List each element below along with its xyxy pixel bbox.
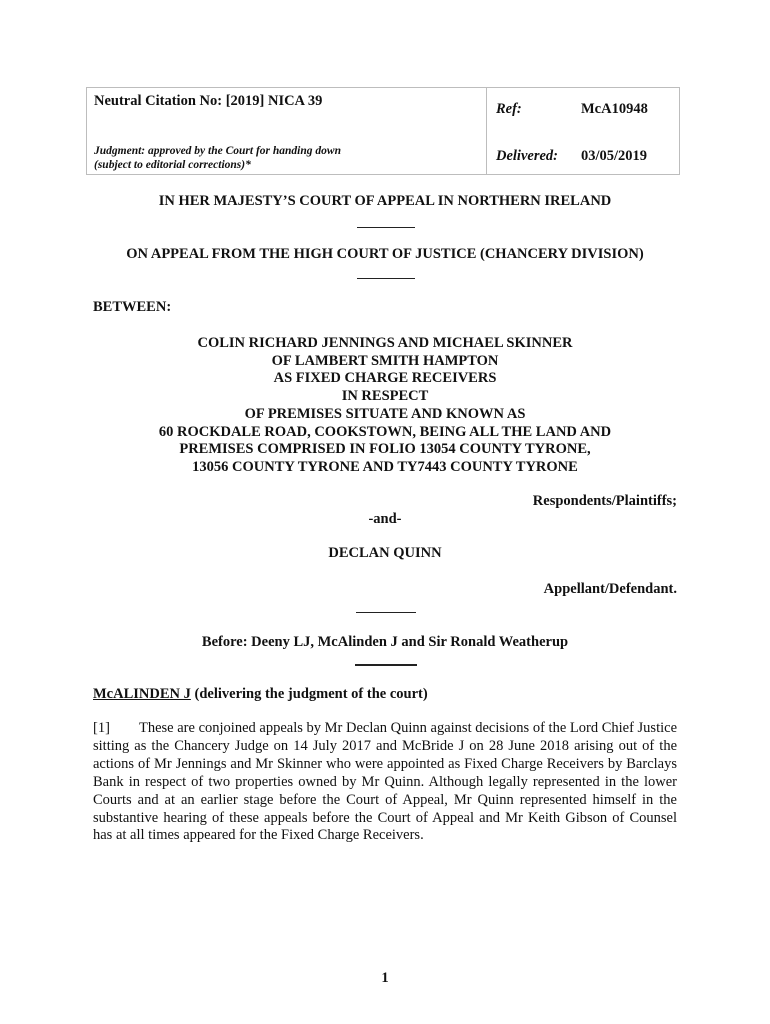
- neutral-citation: Neutral Citation No: [2019] NICA 39: [94, 93, 323, 109]
- citation-cell: [87, 88, 487, 174]
- party-line: AS FIXED CHARGE RECEIVERS: [273, 370, 497, 387]
- party-line: OF LAMBERT SMITH HAMPTON: [271, 352, 499, 369]
- divider: [357, 278, 415, 279]
- divider: [357, 227, 415, 228]
- approval-note: [94, 144, 341, 172]
- party-line: COLIN RICHARD JENNINGS AND MICHAEL SKINNER: [197, 335, 573, 351]
- ref-label: Ref:: [496, 101, 522, 117]
- party-line: IN RESPECT: [341, 388, 429, 405]
- party-line: PREMISES COMPRISED IN FOLIO 13054 COUNTY TYRONE,: [179, 441, 591, 458]
- judgment-heading: [93, 686, 428, 703]
- delivered-date: 03/05/2019: [581, 148, 648, 164]
- respondent-role: Respondents/Plaintiffs;: [532, 493, 677, 509]
- between-label: BETWEEN:: [93, 299, 172, 315]
- appeal-from: ON APPEAL FROM THE HIGH COURT OF JUSTICE (CHANCERY DIVISION): [126, 246, 644, 262]
- appellant-name: DECLAN QUINN: [328, 545, 442, 561]
- respondent-parties: [86, 335, 684, 477]
- party-line: 13056 COUNTY TYRONE AND TY7443 COUNTY TYRONE: [192, 458, 578, 475]
- party-line: OF PREMISES SITUATE AND KNOWN AS: [244, 405, 526, 422]
- divider: [356, 612, 416, 613]
- judge-name: McALINDEN J: [93, 686, 191, 702]
- paragraph-number: [1]: [93, 720, 110, 736]
- before-judges: Before: Deeny LJ, McAlinden J and Sir Ronald Weatherup: [201, 634, 569, 650]
- page-number: 1: [381, 970, 389, 986]
- citation-header-table: [86, 87, 680, 175]
- paragraph-text: These are conjoined appeals by Mr Declan Quinn against decisions of the Lord Chief Justice sitting as the Chancery Judge on 14 July 2017 and McBride J on 28 June 2018 arising out of the actions of Mr Jennings and Mr Skinner who were appointed as Fixed Charge Receivers by Barclays Bank in respect of two properties owned by Mr Quinn. Although legally represented in the lower Courts and at an earlier stage before the Court of Appeal, Mr Quinn represented himself in the substantive hearing of these appeals before the Court of Appeal and Mr Keith Gibson of Counsel has at all times appeared for the Fixed Charge Receivers.: [93, 720, 677, 844]
- court-title: IN HER MAJESTY’S COURT OF APPEAL IN NORTHERN IRELAND: [158, 193, 612, 209]
- reference-cell: [487, 88, 679, 174]
- approval-note-line1: Judgment: approved by the Court for handing down: [94, 145, 341, 157]
- divider: [355, 664, 417, 666]
- ref-value: McA10948: [581, 101, 648, 117]
- party-line: 60 ROCKDALE ROAD, COOKSTOWN, BEING ALL THE LAND AND: [158, 423, 612, 440]
- approval-note-line2: (subject to editorial corrections)*: [94, 159, 251, 171]
- judgment-heading-rest: (delivering the judgment of the court): [190, 686, 428, 702]
- paragraph-1: [93, 720, 677, 845]
- delivered-label: Delivered:: [496, 148, 558, 164]
- appellant-role: Appellant/Defendant.: [543, 581, 677, 597]
- and-separator: -and-: [368, 511, 402, 527]
